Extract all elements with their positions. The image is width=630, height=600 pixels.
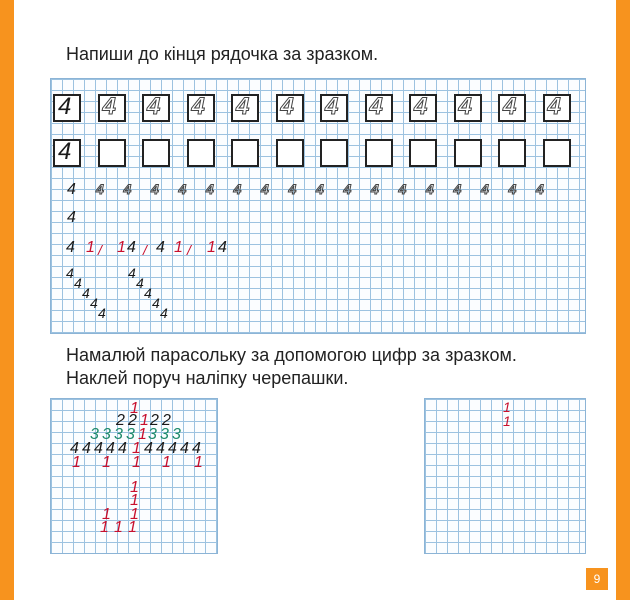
dotted-digit-four: 4 — [536, 181, 544, 197]
umbrella-digit: 3 — [90, 426, 99, 443]
dotted-digit-four: 4 — [547, 93, 561, 120]
umbrella-digit: 1 — [140, 412, 149, 429]
diagonal-digit-four: 4 — [144, 285, 152, 301]
umbrella-digit: 1 — [130, 492, 139, 509]
sample-digit-four: 4 — [67, 209, 76, 226]
sample-digit-four: 4 — [58, 93, 72, 120]
slash-stroke: / — [143, 242, 147, 258]
umbrella-digit: 1 — [100, 519, 109, 536]
umbrella-digit: 4 — [118, 440, 127, 457]
empty-box — [365, 139, 393, 167]
dotted-digit-four: 4 — [233, 181, 242, 197]
dotted-digit-four: 4 — [288, 181, 297, 197]
diagonal-digit-four: 4 — [152, 295, 160, 311]
umbrella-digit: 4 — [180, 440, 189, 457]
dotted-digit-four: 4 — [280, 93, 294, 120]
diagonal-digit-four: 4 — [128, 265, 136, 281]
dotted-digit-four: 4 — [123, 181, 132, 197]
diagonal-digit-four: 4 — [66, 265, 74, 281]
empty-box — [142, 139, 170, 167]
empty-box — [276, 139, 304, 167]
umbrella-digit: 4 — [156, 440, 165, 457]
dotted-digit-four: 4 — [343, 181, 352, 197]
umbrella-digit: 3 — [172, 426, 181, 443]
umbrella-digit: 3 — [160, 426, 169, 443]
dotted-digit-four: 4 — [508, 181, 517, 197]
dotted-digit-four: 4 — [147, 93, 161, 120]
dotted-digit-four: 4 — [453, 181, 462, 197]
dotted-digit-four: 4 — [96, 181, 104, 197]
sample-digit: 4 — [127, 239, 136, 256]
dotted-digit-four: 4 — [102, 93, 116, 120]
umbrella-digit: 4 — [192, 440, 201, 457]
dotted-digit-four: 4 — [426, 181, 434, 197]
sample-digit-four: 4 — [58, 138, 72, 165]
slash-stroke: / — [187, 242, 191, 258]
umbrella-digit: 1 — [162, 454, 171, 471]
left-orange-border — [0, 0, 14, 600]
empty-box — [187, 139, 215, 167]
sample-digit: 1 — [174, 239, 183, 256]
umbrella-start-digit: 1 — [503, 399, 511, 415]
empty-box — [498, 139, 526, 167]
sample-digit: 1 — [117, 239, 126, 256]
dotted-digit-four: 4 — [369, 93, 383, 120]
right-orange-border — [616, 0, 630, 600]
umbrella-digit: 3 — [148, 426, 157, 443]
dotted-digit-four: 4 — [398, 181, 407, 197]
dotted-digit-four: 4 — [481, 181, 489, 197]
umbrella-digit: 4 — [168, 440, 177, 457]
umbrella-digit: 1 — [130, 479, 139, 496]
umbrella-digit: 3 — [114, 426, 123, 443]
dotted-digit-four: 4 — [236, 93, 250, 120]
task2-line2: Наклей поруч наліпку черепашки. — [66, 368, 349, 388]
diagonal-digit-four: 4 — [90, 295, 98, 311]
dotted-digit-four: 4 — [458, 93, 472, 120]
task1-instruction: Напиши до кінця рядочка за зразком. — [66, 44, 379, 64]
dotted-digit-four: 4 — [178, 181, 187, 197]
umbrella-digit: 2 — [162, 412, 171, 429]
sample-digit: 1 — [86, 239, 95, 256]
page-number: 9 — [586, 568, 608, 590]
empty-box — [98, 139, 126, 167]
diagonal-digit-four: 4 — [74, 275, 82, 291]
umbrella-digit: 1 — [128, 519, 137, 536]
dotted-digit-four: 4 — [325, 93, 339, 120]
dotted-digit-four: 4 — [371, 181, 379, 197]
slash-stroke: / — [98, 242, 102, 258]
empty-box — [543, 139, 571, 167]
umbrella-digit: 1 — [138, 426, 147, 443]
umbrella-digit: 4 — [144, 440, 153, 457]
task2-instruction — [66, 344, 586, 390]
sample-digit: 4 — [66, 239, 75, 256]
umbrella-digit: 2 — [128, 412, 137, 429]
umbrella-digit: 1 — [114, 519, 123, 536]
umbrella-digit: 4 — [82, 440, 91, 457]
sample-digit: 4 — [156, 239, 165, 256]
umbrella-digit: 1 — [102, 506, 111, 523]
dotted-digit-four: 4 — [316, 181, 324, 197]
dotted-digit-four: 4 — [191, 93, 205, 120]
dotted-digit-four: 4 — [151, 181, 159, 197]
umbrella-digit: 1 — [132, 454, 141, 471]
diagonal-digit-four: 4 — [160, 305, 168, 321]
umbrella-digit: 2 — [150, 412, 159, 429]
empty-box — [231, 139, 259, 167]
dotted-digit-four: 4 — [503, 93, 517, 120]
umbrella-digit: 1 — [72, 454, 81, 471]
umbrella-digit: 1 — [132, 440, 141, 457]
diagonal-digit-four: 4 — [98, 305, 106, 321]
dotted-digit-four: 4 — [206, 181, 214, 197]
task2-line1: Намалюй парасольку за допомогою цифр за зразком. — [66, 345, 517, 365]
umbrella-digit: 4 — [106, 440, 115, 457]
umbrella-digit: 1 — [102, 454, 111, 471]
empty-box — [320, 139, 348, 167]
umbrella-digit: 1 — [194, 454, 203, 471]
sample-digit-four: 4 — [67, 181, 76, 198]
umbrella-digit: 1 — [130, 400, 139, 417]
empty-box — [454, 139, 482, 167]
umbrella-digit: 2 — [116, 412, 125, 429]
sample-digit: 4 — [218, 239, 227, 256]
empty-box — [409, 139, 437, 167]
umbrella-digit: 3 — [126, 426, 135, 443]
diagonal-digit-four: 4 — [136, 275, 144, 291]
sample-digit: 1 — [207, 239, 216, 256]
umbrella-digit: 1 — [130, 506, 139, 523]
umbrella-digit: 3 — [102, 426, 111, 443]
umbrella-digit: 4 — [70, 440, 79, 457]
umbrella-digit: 4 — [94, 440, 103, 457]
dotted-digit-four: 4 — [261, 181, 269, 197]
dotted-digit-four: 4 — [414, 93, 428, 120]
umbrella-start-digit: 1 — [503, 413, 511, 429]
diagonal-digit-four: 4 — [82, 285, 90, 301]
